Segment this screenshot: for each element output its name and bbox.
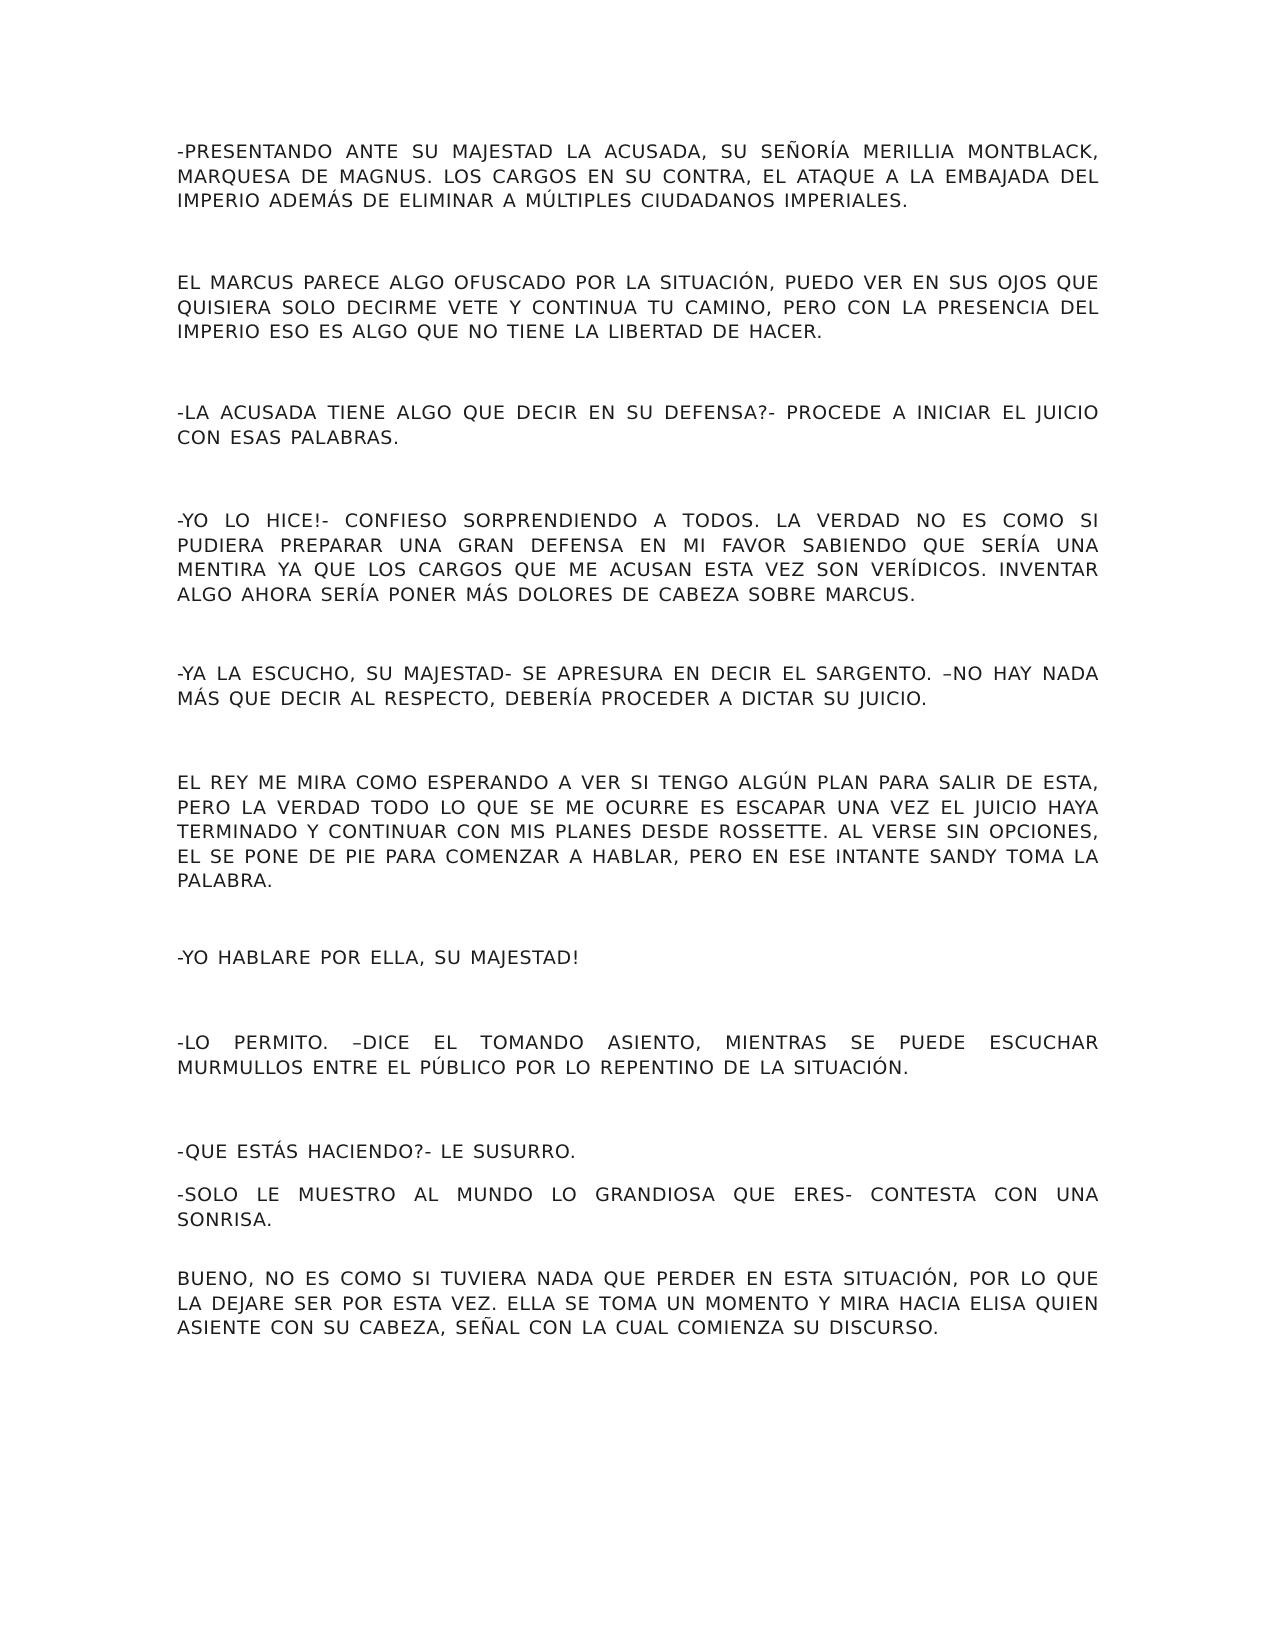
paragraph-7: -YO HABLARE POR ELLA, SU MAJESTAD!: [177, 947, 580, 969]
paragraph-10: -SOLO LE MUESTRO AL MUNDO LO GRANDIOSA QUE ERES- CONTESTA CON UNA SONRISA.: [177, 1184, 1099, 1231]
paragraph-2: EL MARCUS PARECE ALGO OFUSCADO POR LA SITUACIÓN, PUEDO VER EN SUS OJOS QUE QUISIERA SOLO DECIRME VETE Y CONTINUA TU CAMINO, PERO CON LA PRESENCIA DEL IMPERIO ESO ES ALGO QUE NO TIENE LA LIBERTAD DE HACER.: [177, 272, 1099, 343]
paragraph-4: -YO LO HICE!- CONFIESO SORPRENDIENDO A TODOS. LA VERDAD NO ES COMO SI PUDIERA PREPARAR UNA GRAN DEFENSA EN MI FAVOR SABIENDO QUE SERÍA UNA MENTIRA YA QUE LOS CARGOS QUE ME ACUSAN ESTA VEZ SON VERÍDICOS. INVENTAR ALGO AHORA SERÍA PONER MÁS DOLORES DE CABEZA SOBRE MARCUS.: [177, 510, 1099, 606]
paragraph-8: -LO PERMITO. –DICE EL TOMANDO ASIENTO, MIENTRAS SE PUEDE ESCUCHAR MURMULLOS ENTRE EL PÚBLICO POR LO REPENTINO DE LA SITUACIÓN.: [177, 1032, 1099, 1079]
paragraph-11: BUENO, NO ES COMO SI TUVIERA NADA QUE PERDER EN ESTA SITUACIÓN, POR LO QUE LA DEJARE SER POR ESTA VEZ. ELLA SE TOMA UN MOMENTO Y MIRA HACIA ELISA QUIEN ASIENTE CON SU CABEZA, SEÑAL CON LA CUAL COMIENZA SU DISCURSO.: [177, 1268, 1099, 1339]
paragraph-3: -LA ACUSADA TIENE ALGO QUE DECIR EN SU DEFENSA?- PROCEDE A INICIAR EL JUICIO CON ESAS PALABRAS.: [177, 402, 1099, 449]
paragraph-9: -QUE ESTÁS HACIENDO?- LE SUSURRO.: [177, 1141, 577, 1163]
paragraph-1: -PRESENTANDO ANTE SU MAJESTAD LA ACUSADA, SU SEÑORÍA MERILLIA MONTBLACK, MARQUESA DE MAGNUS. LOS CARGOS EN SU CONTRA, EL ATAQUE A LA EMBAJADA DEL IMPERIO ADEMÁS DE ELIMINAR A MÚLTIPLES CIUDADANOS IMPERIALES.: [177, 141, 1099, 212]
paragraph-5: -YA LA ESCUCHO, SU MAJESTAD- SE APRESURA EN DECIR EL SARGENTO. –NO HAY NADA MÁS QUE DECIR AL RESPECTO, DEBERÍA PROCEDER A DICTAR SU JUICIO.: [177, 663, 1099, 710]
paragraph-6: EL REY ME MIRA COMO ESPERANDO A VER SI TENGO ALGÚN PLAN PARA SALIR DE ESTA, PERO LA VERDAD TODO LO QUE SE ME OCURRE ES ESCAPAR UNA VEZ EL JUICIO HAYA TERMINADO Y CONTINUAR CON MIS PLANES DESDE ROSSETTE. AL VERSE SIN OPCIONES, EL SE PONE DE PIE PARA COMENZAR A HABLAR, PERO EN ESE INTANTE SANDY TOMA LA PALABRA.: [177, 772, 1099, 892]
